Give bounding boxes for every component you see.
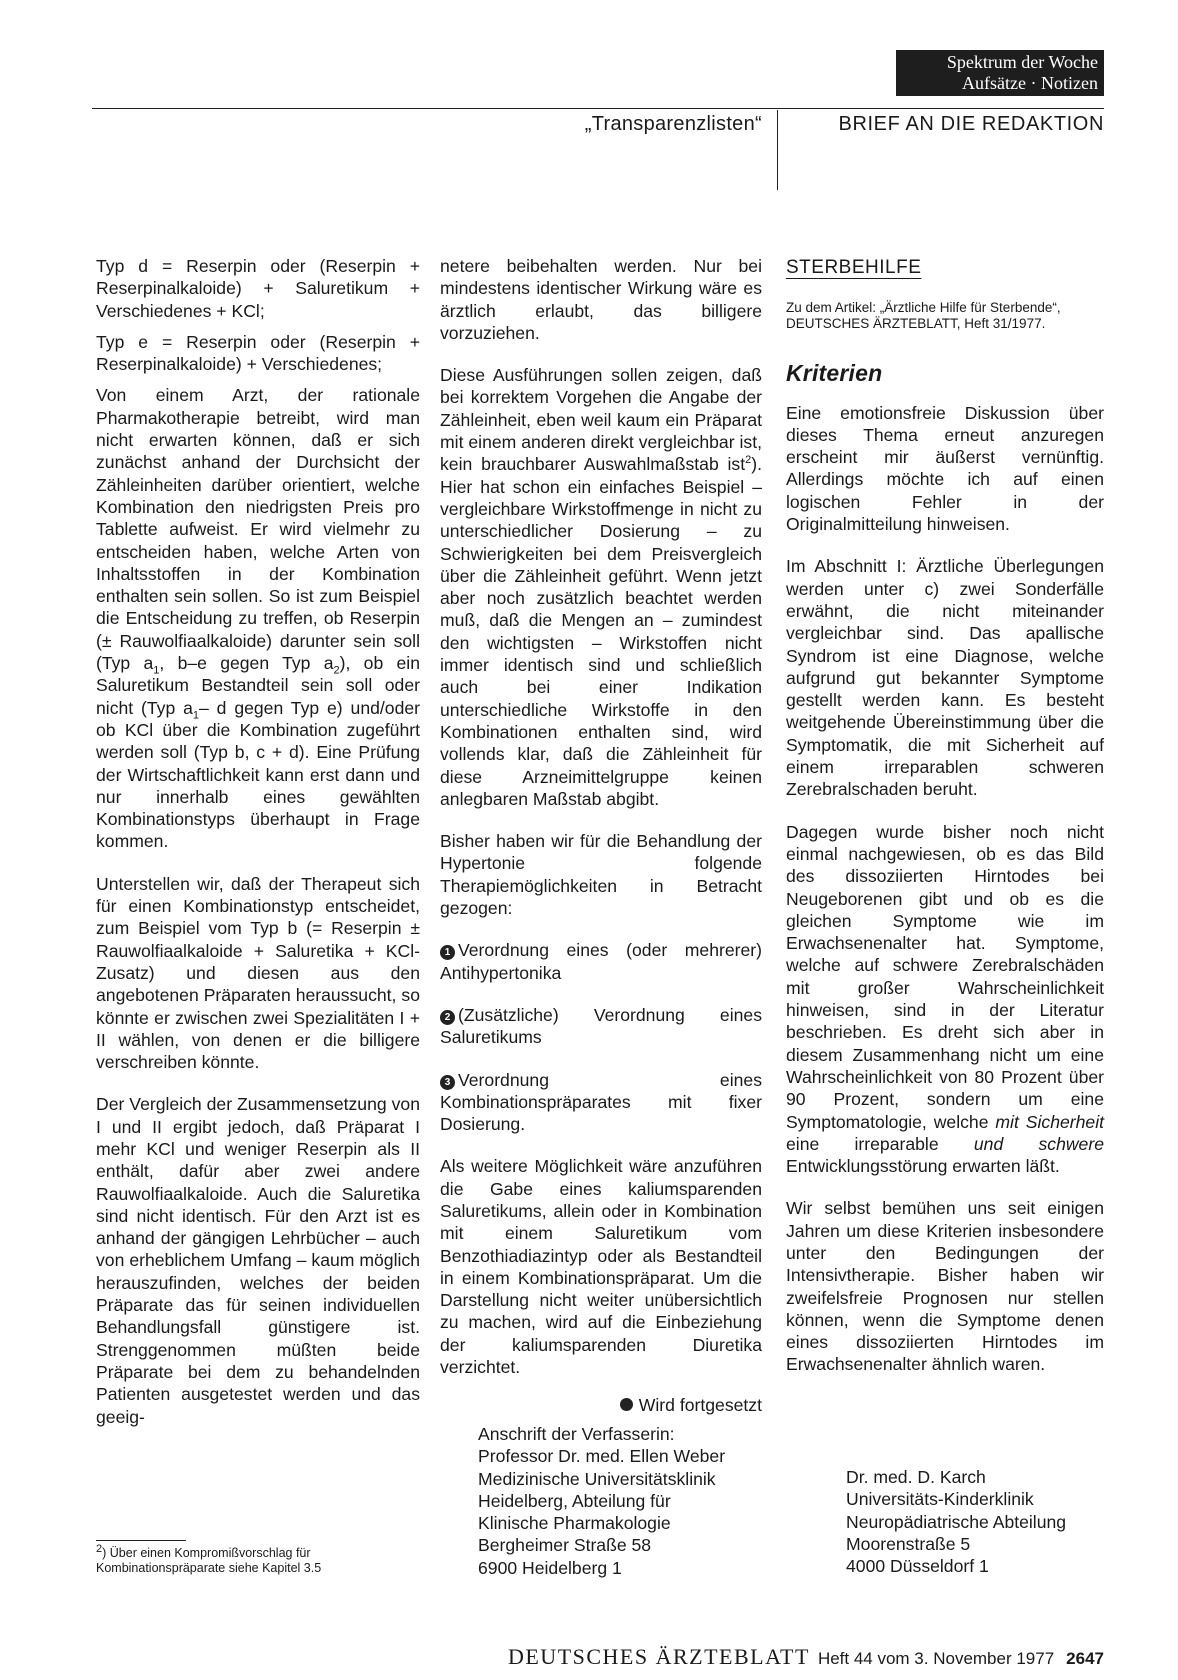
section-badge — [896, 50, 1104, 96]
publication-name: DEUTSCHES ÄRZTEBLATT — [507, 1644, 810, 1669]
paragraph: netere beibehalten werden. Nur bei mindestens identischer Wirkung wäre es ärztlich erlaubt, das billigere vorzuziehen. — [440, 256, 762, 343]
bullet-icon — [620, 1398, 633, 1411]
paragraph: Typ d = Reserpin oder (Reserpin + Reserpinalkaloide) + Saluretikum + Verschiedenes + KCl; — [96, 256, 420, 321]
paragraph: Von einem Arzt, der rationale Pharmakotherapie betreibt, wird man nicht erwarten können, daß er sich zunächst anhand der Durchsicht der Zähleinheiten darüber orientiert, welche Kombination den niedrigsten Preis pro Tablette aufweist. Er wird vielmehr zu entscheiden haben, welche Arten von Inhaltsstoffen in der Kombination enthalten sein sollen. So ist zum Beispiel die Entscheidung zu treffen, ob Reserpin (± Rauwolfiaalkaloide) darunter sein soll (Typ $a_1$, b–e gegen Typ $a_2$), ob ein Saluretikum Bestandteil sein soll oder nicht (Typ $a_1-$ d gegen Typ e) und/oder ob KCl über die Kombination zugeführt werden soll (Typ b, c + d). Eine Prüfung der Wirtschaftlichkeit kann erst dann und nur innerhalb eines gewählten Kombinationstyps überhaupt in Frage kommen. — [96, 385, 420, 852]
paragraph: Im Abschnitt I: Ärztliche Überlegungen werden unter c) zwei Sonderfälle erwähnt, die nicht miteinander vergleichbar sind. Das apallische Syndrom ist eine Diagnose, welche aufgrund gut bekannter Symptome gestellt werden kann. Es besteht weitgehende Übereinstimmung über die Symptomatik, die mit Sicherheit auf einem irreparablen schweren Zerebralschaden beruht. — [786, 556, 1104, 800]
paragraph: Als weitere Möglichkeit wäre anzuführen die Gabe eines kaliumsparenden Saluretikums, allein oder in Kombination mit einem Saluretikum vom Benzothiadiazintyp oder als Bestandteil in einem Kombinationspräparat. Um die Darstellung nicht weiter unübersichtlich zu machen, wird auf die Einbeziehung der kaliumsparenden Diuretika verzichtet. — [440, 1156, 762, 1378]
paragraph: Typ e = Reserpin oder (Reserpin + Reserpinalkaloide) + Verschiedenes; — [96, 331, 420, 375]
paragraph: Eine emotionsfreie Diskussion über dieses Thema erneut anzuregen erscheint mir äußerst vernünftig. Allerdings möchte ich auf einen logischen Fehler in der Originalmitteilung hinweisen. — [786, 402, 1104, 535]
paragraph: Bisher haben wir für die Behandlung der Hypertonie folgende Therapiemöglichkeiten in Betracht gezogen: — [440, 831, 762, 919]
page-footer — [436, 1644, 1104, 1670]
column-1 — [96, 255, 420, 1428]
number-1-icon: 1 — [440, 945, 455, 960]
column-2 — [440, 255, 762, 1417]
letter-headline: Kriterien — [786, 360, 883, 387]
paragraph: Unterstellen wir, daß der Therapeut sich für einen Kombinationstyp entscheidet, zum Beispiel vom Typ b (= Reserpin ± Rauwolfiaalkaloide + Saluretika + KCl-Zusatz) und diesen aus den angebotenen Präparaten heraussucht, so könnte er zwischen zwei Spezialitäten I + II wählen, von denen er die billigere verschreiben könnte. — [96, 873, 420, 1073]
list-item: 1 Verordnung eines (oder mehrerer) Antihypertonika — [440, 940, 762, 983]
paragraph: Diese Ausführungen sollen zeigen, daß bei korrektem Vorgehen die Angabe der Zähleinheit, eben weil kaum ein Präparat mit einem anderen direkt vergleichbar ist, kein brauchbarer Auswahlmaßstab ist$^2$). Hier hat schon ein einfaches Beispiel – vergleichbare Wirkstoffmenge in nicht zu unterschiedlicher Dosierung – zu Schwierigkeiten bei dem Preisvergleich über die Zähleinheit geführt. Wenn jetzt aber noch zusätzlich beachtet werden muß, daß die Mengen an – zumindest den wichtigsten – Wirkstoffen nicht immer identisch sind und schließlich auch bei einer Indikation unterschiedliche Wirkstoffe in den Kombinationen enthalten sind, wird vollends klar, daß die Zähleinheit für diese Arzneimittelgruppe keinen anlegbaren Maßstab abgibt. — [440, 365, 762, 809]
letter-signature: Dr. med. D. Karch Universitäts-Kinderklinik Neuropädiatrische Abteilung Moorenstraße 5 4000 Düsseldorf 1 — [846, 1467, 1067, 1577]
paragraph: Der Vergleich der Zusammensetzung von I und II ergibt jedoch, daß Präparat I mehr KCl und weniger Reserpin als II enthält, dafür aber zwei andere Rauwolfiaalkaloide. Auch die Saluretika sind nicht identisch. Für den Arzt ist es anhand der gängigen Lehrbücher – auch von erheblichem Umfang – kaum möglich herauszufinden, welches der beiden Präparate das für seinen individuellen Behandlungsfall günstigere ist. Strenggenommen müßten beide Präparate bei dem zu behandelnden Patienten ausgetestet werden und das geeig- — [96, 1094, 420, 1427]
paragraph: Wir selbst bemühen uns seit einigen Jahren um diese Kriterien insbesondere unter den Bedingungen der Intensivtherapie. Bisher haben wir zweifelsfreie Prognosen nur stellen können, wenn die Symptome denen eines dissoziierten Hirntodes im Erwachsenenalter ähnlich waren. — [786, 1198, 1104, 1375]
list-item: 2 (Zusätzliche) Verordnung eines Saluretikums — [440, 1004, 762, 1048]
paragraph: Dagegen wurde bisher noch nicht einmal nachgewiesen, ob es das Bild des dissoziierten Hirntodes bei Neugeborenen gibt und ob es die gleichen Symptome wie im Erwachsenenalter hat. Symptome, welche auf schwere Zerebralschäden mit großer Wahrscheinlichkeit hinweisen, sind in der Literatur beschrieben. Es dreht sich aber in diesem Zusammenhang nicht um eine Wahrscheinlichkeit von 80 Prozent über 90 Prozent, sondern um eine Symptomatologie, welche mit Sicherheit eine irreparable und schwere Entwicklungsstörung erwarten läßt. — [786, 821, 1104, 1177]
continued-note: Wird fortgesetzt — [440, 1394, 762, 1416]
column-3 — [786, 255, 1104, 1376]
number-3-icon: 3 — [440, 1075, 455, 1090]
page-number: 2647 — [1066, 1649, 1104, 1668]
issue-info: Heft 44 vom 3. November 1977 — [817, 1649, 1055, 1668]
header-rule — [92, 108, 1104, 109]
list-item: 3 Verordnung eines Kombinationspräparates mit fixer Dosierung. — [440, 1069, 762, 1135]
header-divider — [777, 110, 778, 190]
running-title-right: BRIEF AN DIE REDAKTION — [838, 113, 1104, 135]
article-reference: Zu dem Artikel: „Ärztliche Hilfe für Sterbende“, DEUTSCHES ÄRZTEBLATT, Heft 31/1977. — [786, 300, 1061, 332]
badge-line-1: Spektrum der Woche — [946, 52, 1098, 72]
running-title-left: „Transparenzlisten“ — [584, 113, 762, 135]
section-heading: STERBEHILFE — [786, 257, 922, 278]
footnote-rule — [96, 1540, 186, 1541]
footnote: $^2$) Über einen Kompromißvorschlag für Kombinationspräparate siehe Kapitel 3.5 — [96, 1542, 322, 1575]
badge-line-2: Aufsätze · Notizen — [962, 73, 1098, 93]
number-2-icon: 2 — [440, 1010, 455, 1025]
author-address: Anschrift der Verfasserin: Professor Dr. med. Ellen Weber Medizinische Universitätsklinik Heidelberg, Abteilung für Klinische Pharmakologie Bergheimer Straße 58 6900 Heidelberg 1 — [478, 1424, 726, 1578]
